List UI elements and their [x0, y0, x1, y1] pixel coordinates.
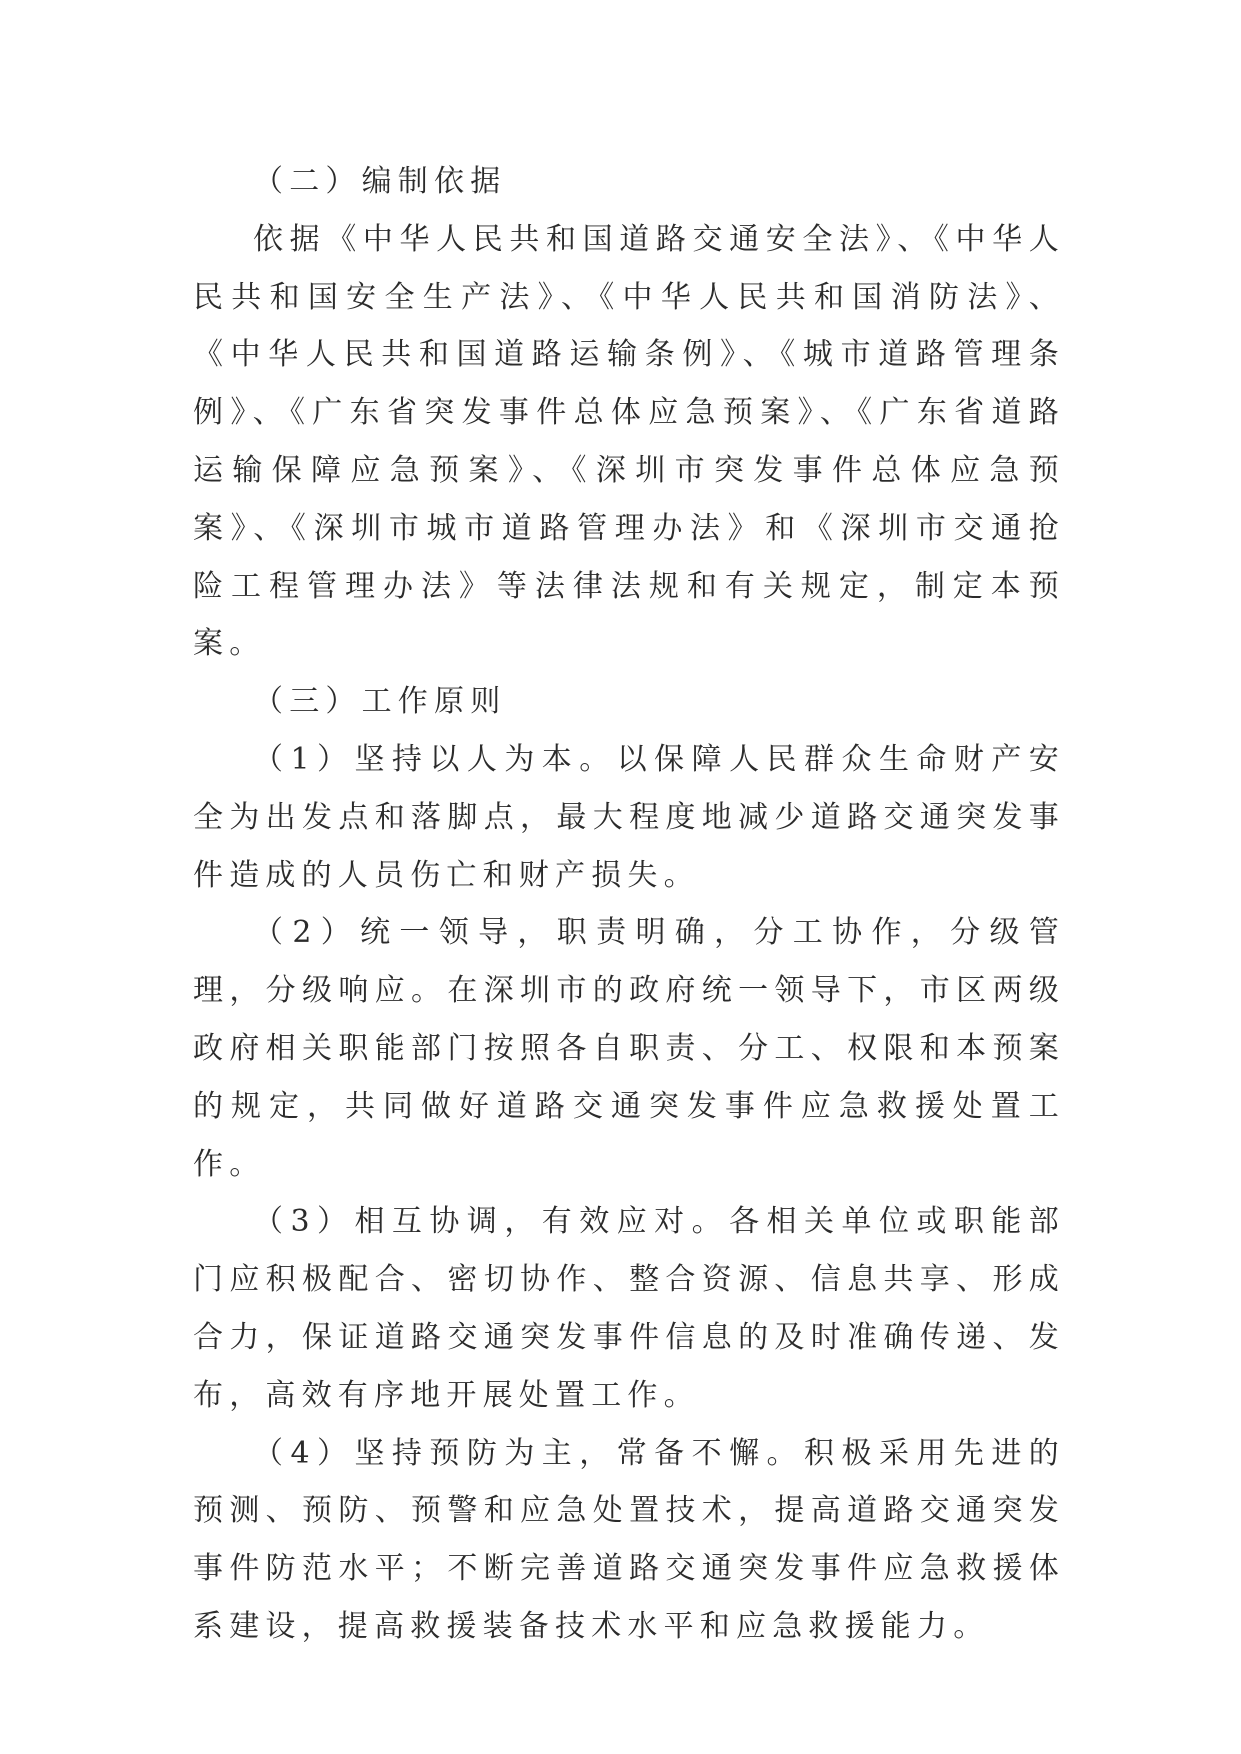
principle-paragraph-1: （1）坚持以人为本。以保障人民群众生命财产安全为出发点和落脚点，最大程度地减少道路交通突发事件造成的人员伤亡和财产损失。: [193, 741, 1065, 893]
compilation-basis-paragraph: 依据《中华人民共和国道路交通安全法》、《中华人民共和国安全生产法》、《中华人民共和国消防法》、《中华人民共和国道路运输条例》、《城市道路管理条例》、《广东省突发事件总体应急预案》、《广东省道路运输保障应急预案》、《深圳市突发事件总体应急预案》、《深圳市城市道路管理办法》和《深圳市交通抢险工程管理办法》等法律法规和有关规定，制定本预案。: [193, 221, 1065, 662]
section-heading-working-principles: （三）工作原则: [253, 684, 507, 720]
principle-paragraph-2: （2）统一领导，职责明确，分工协作，分级管理，分级响应。在深圳市的政府统一领导下，市区两级政府相关职能部门按照各自职责、分工、权限和本预案的规定，共同做好道路交通突发事件应急救援处置工作。: [193, 915, 1065, 1182]
document-content: [193, 153, 1065, 1656]
principle-paragraph-4: （4）坚持预防为主，常备不懈。积极采用先进的预测、预防、预警和应急处置技术，提高道路交通突发事件防范水平；不断完善道路交通突发事件应急救援体系建设，提高救援装备技术水平和应急救援能力。: [193, 1435, 1065, 1644]
principle-paragraph-3: （3）相互协调，有效应对。各相关单位或职能部门应积极配合、密切协作、整合资源、信息共享、形成合力，保证道路交通突发事件信息的及时准确传递、发布，高效有序地开展处置工作。: [193, 1204, 1065, 1413]
section-heading-compilation-basis: （二）编制依据: [253, 164, 507, 199]
